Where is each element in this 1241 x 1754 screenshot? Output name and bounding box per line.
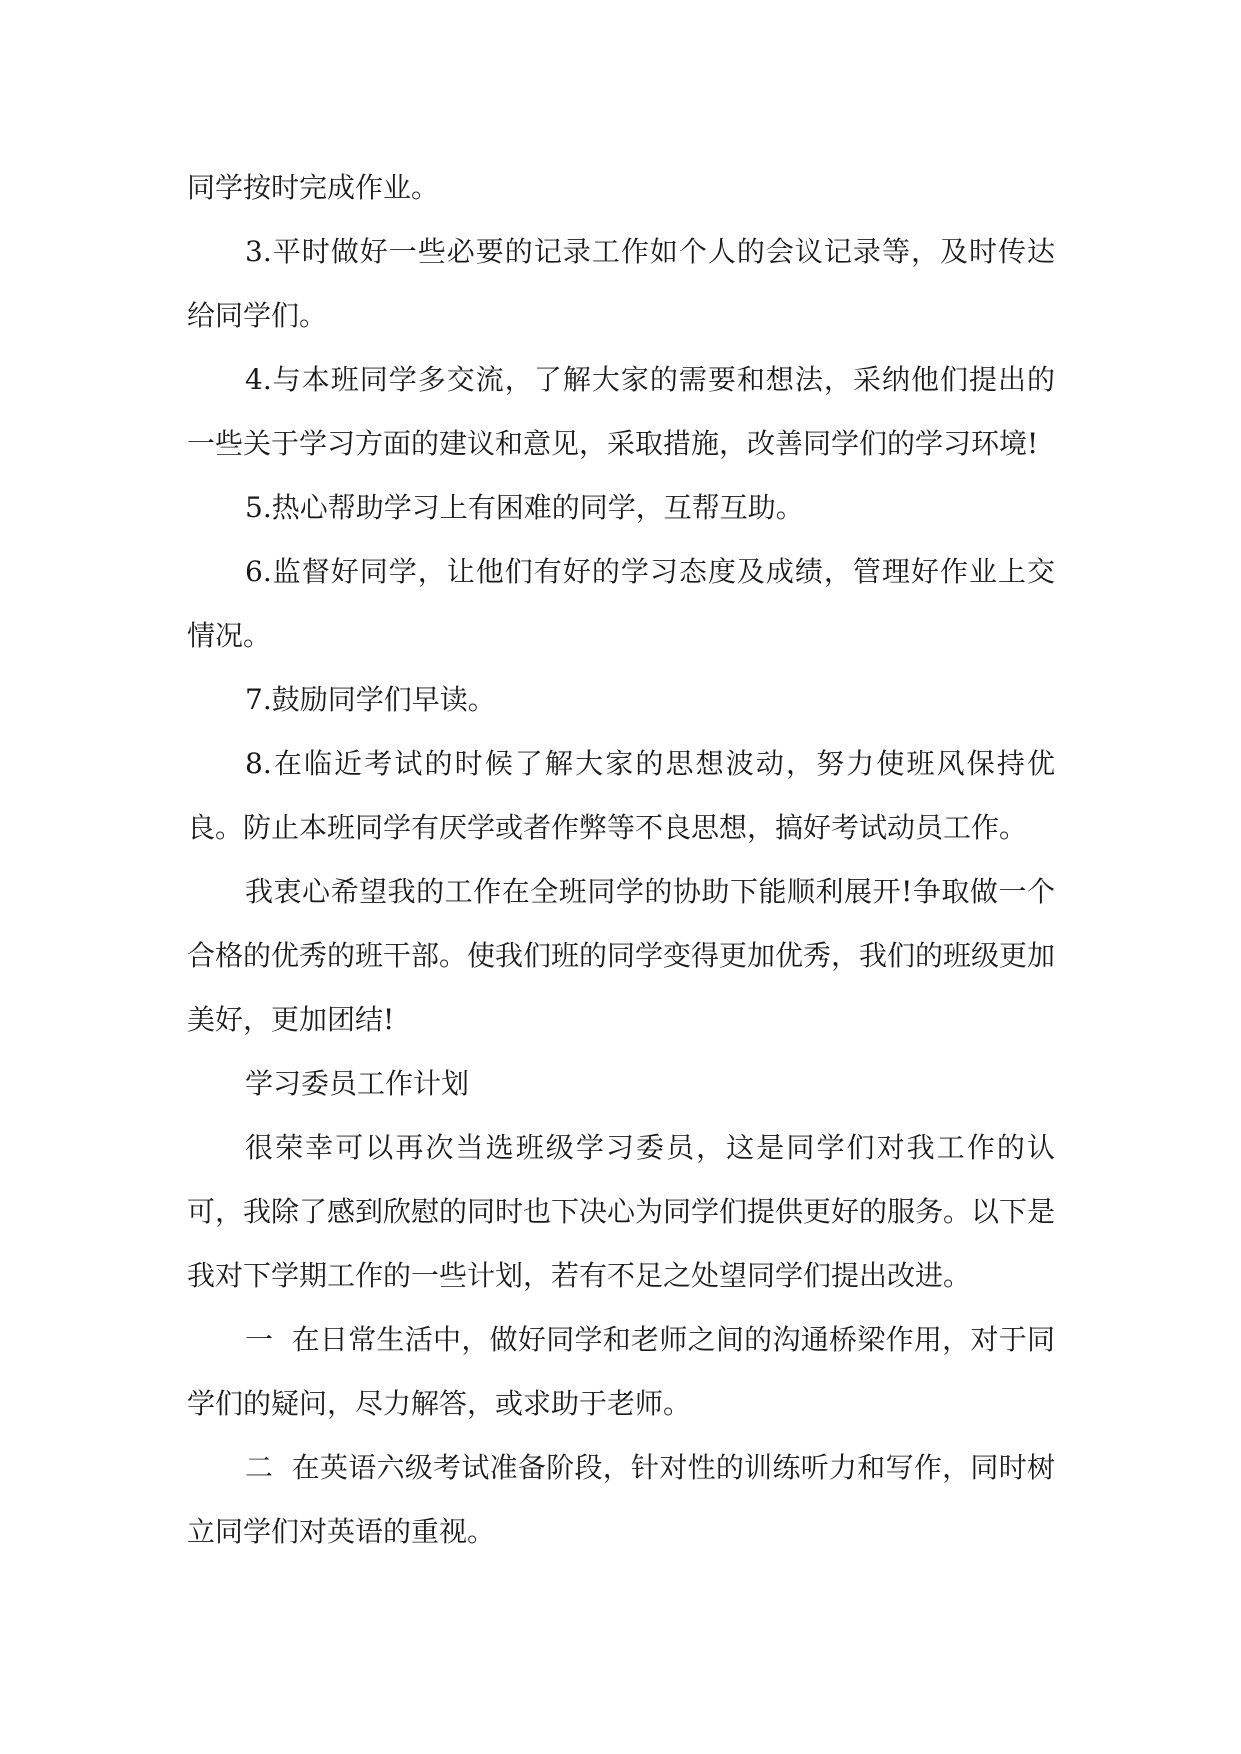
paragraph-item-8: 8.在临近考试的时候了解大家的思想波动，努力使班风保持优良。防止本班同学有厌学或者作弊等不良思想，搞好考试动员工作。 [187,747,1055,844]
paragraph-item-5: 5.热心帮助学习上有困难的同学，互帮互助。 [245,491,804,524]
paragraph-item-4: 4.与本班同学多交流，了解大家的需要和想法，采纳他们提出的一些关于学习方面的建议和意见，采取措施，改善同学们的学习环境! [187,363,1055,460]
paragraph-continuation: 同学按时完成作业。 [187,171,440,204]
paragraph-intro: 很荣幸可以再次当选班级学习委员，这是同学们对我工作的认可，我除了感到欣慰的同时也下决心为同学们提供更好的服务。以下是我对下学期工作的一些计划，若有不足之处望同学们提出改进。 [187,1131,1056,1292]
paragraph-item-6: 6.监督好同学，让他们有好的学习态度及成绩，管理好作业上交情况。 [187,555,1055,652]
paragraph-item-7: 7.鼓励同学们早读。 [245,683,496,716]
document-body [187,156,1055,1564]
section-heading: 学习委员工作计划 [245,1067,470,1100]
paragraph-item-3: 3.平时做好一些必要的记录工作如个人的会议记录等，及时传达给同学们。 [187,235,1055,332]
paragraph-closing: 我衷心希望我的工作在全班同学的协助下能顺利展开!争取做一个合格的优秀的班干部。使我们班的同学变得更加优秀，我们的班级更加美好，更加团结! [187,875,1056,1036]
paragraph-point-1: 一 在日常生活中，做好同学和老师之间的沟通桥梁作用，对于同学们的疑问，尽力解答，或求助于老师。 [187,1323,1055,1420]
paragraph-point-2: 二 在英语六级考试准备阶段，针对性的训练听力和写作，同时树立同学们对英语的重视。 [187,1451,1055,1548]
